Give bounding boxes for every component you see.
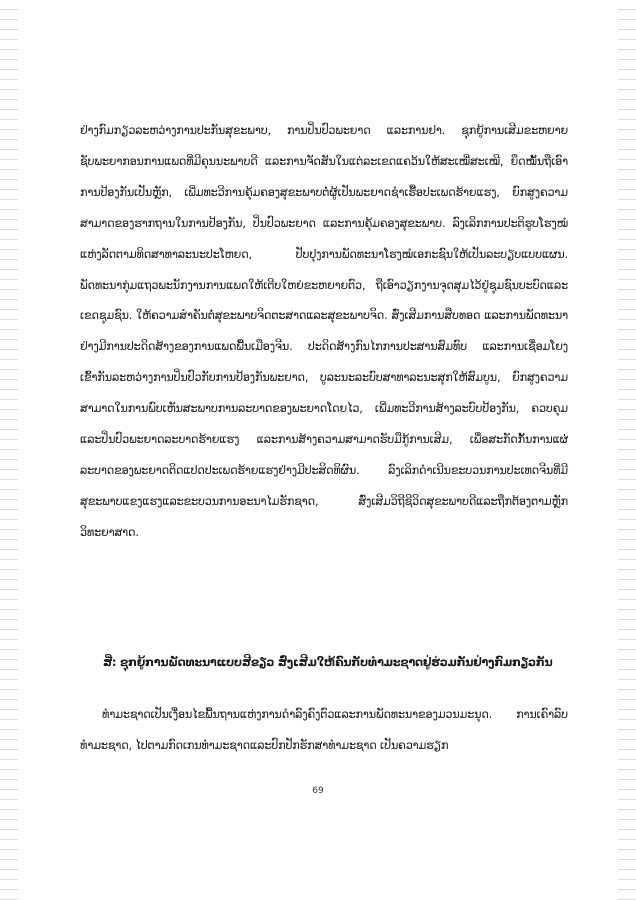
page-content [18, 0, 618, 900]
body-paragraph-1: ຢ່າງກົມກຽວລະຫວ່າງການປະກັນສຸຂະພາບ, ການປິ່ນປົວພະຍາດ ແລະການຢາ. ຊຸກຍູ້ການເສີມຂະຫຍາຍຊັບພະຍາກອນການແພດທີ່ມີຄຸນນະພາບດີ ແລະການຈັດສັນໃນແຕ່ລະເຂດແຄວ້ນໃຫ້ສະເໝີ່ສະເໝີ, ຍຶດໝັ້ນຖືເອົາການປ້ອງກັນເປັນຫຼັກ, ເພີ່ມທະວີການຄຸ້ມຄອງສຸຂະພາບຕໍ່ຜູ້ເປັນພະຍາດຊຳເຮື້ອປະເພດຮ້າຍແຮງ, ຍົກສູງຄວາມສາມາດຂອງຮາກຖານໃນການປ້ອງກັນ, ປິ່ນປົວພະຍາດ ແລະການຄຸ້ມຄອງສຸຂະພາບ. ລົງເລິກການປະຕິຮູບໂຮງໝໍແຫ່ງລັດຕາມທິດສາທາລະນະປະໂຫຍດ, ປັບປຸງການພັດທະນາໂຮງໝໍເອກະຊົນໃຫ້ເປັນລະບຽບແບບແຜນ. ພັດທະນາກຸ່ມແຖວພະນັກງານການແພດໃຫ້ເຕີບໃຫຍ່ຂະຫຍາຍຕົວ, ຖືເອົາວຽກງານຈຸດສຸມໄວ້ຢູ່ຊຸມຊົນບະບົດແລະເຂດຊຸມຊົນ. ໃຫ້ຄວາມສຳຄັນຕໍ່ສຸຂະພາບຈິດຕະສາດແລະສຸຂະພາບຈິດ. ສົ່ງເສີມການສືບທອດ ແລະການພັດທະນາຢ່າງມີການປະດິດສ້າງຂອງການແພດພື້ນເມືອງຈີນ. ປະດິດສ້າງກົນໄກການປະສານສົມທົບ ແລະການເຊື່ອມໂຍງເຂົ້າກັນລະຫວ່າງການປິ່ນປົວກັບການປ້ອງກັນພະຍາດ, ບູລະນະລະບົບສາທາລະນະສຸກໃຫ້ສົມບູນ, ຍົກສູງຄວາມສາມາດໃນການພົບເຫັນສະພາບການລະບາດຂອງພະຍາດໂດຍໄວ, ເພີ່ມທະວີການສ້າງລະບົບປ້ອງກັນ, ຄວບຄຸມແລະປິ່ນປົວພະຍາດລະບາດຮ້າຍແຮງ ແລະການສ້າງຄວາມສາມາດຮັບມືກູ້ການເສີມ, ເພື່ອສະກັດກັ້ນການແຜ່ລະບາດຂອງພະຍາດຕິດແປດປະເພດຮ້າຍແຮງຢ່າງມີປະສິດທິຜົນ. ລົງເລິກດຳເນີນຂະບວນການປະເທດຈີນທີ່ມີສຸຂະພາບແຂງແຮງແລະຂະບວນການອະນາໄມຮັກຊາດ, ສົ່ງເສີມວິຖີຊີວິດສຸຂະພາບດີແລະຖືກຕ້ອງຕາມຫຼັກວິທະຍາສາດ. [80, 124, 568, 539]
page-number: 69 [312, 786, 324, 796]
section-heading: ສີ່: ຊຸກຍູ້ການພັດທະນາແບບສີຂຽວ ສົ່ງເສີມໃຫ້ຄົນກັບທຳມະຊາດຢູ່ຮ່ວມກັນຢ່າງກົມກຽວກັນ [103, 656, 553, 669]
body-paragraph-2: ທຳມະຊາດເປັນເງື່ອນໄຂພື້ນຖານແຫ່ງການດຳລົງຄົງຕົວແລະການພັດທະນາຂອງມວນມະນຸດ. ການເຄົາລົບທຳມະຊາດ, ໄປຕາມກົດເກນທຳມະຊາດແລະປົກປັກຮັກສາທຳມະຊາດ ເປັນຄວາມຮຽກ [80, 708, 568, 752]
